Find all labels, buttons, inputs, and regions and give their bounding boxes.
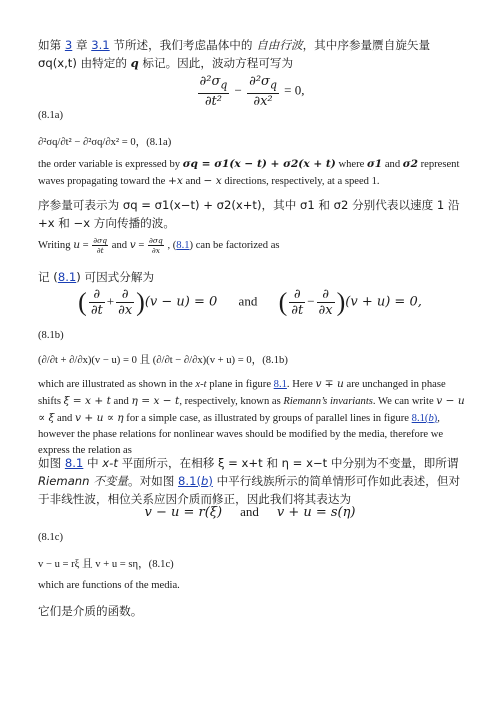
paragraph-order-variable-en: the order variable is expressed by σq = σ1(x − t) + σ2(x + t) where σ1 and σ2 represent waves propagating toward the +x and − x directions, respectively, at a speed 1. bbox=[38, 158, 460, 187]
figure-link-8-1[interactable]: 8.1 bbox=[273, 379, 287, 390]
figure-link-8-1b[interactable]: 8.1(b) bbox=[411, 413, 438, 424]
paragraph-order-variable-zh: 序参量可表示为 σq = σ1(x−t) + σ2(x+t)，其中 σ1 和 σ2 分别代表以速度 1 沿 +x 和 −x 方向传播的波。 bbox=[38, 198, 460, 230]
equation-label-8-1a: (8.1a) bbox=[38, 110, 63, 121]
equation-plain-8-1b: (∂/∂t + ∂/∂x)(v − u) = 0 且 (∂/∂t − ∂/∂x)(v + u) = 0，(8.1b) bbox=[38, 355, 288, 366]
paragraph-intro-zh: 如第 3 章 3.1 节所述，我们考虑晶体中的 自由行波，其中序参量赝自旋矢量 σq(x,t) 由特定的 q 标记。因此，波动方程可写为 bbox=[38, 38, 431, 70]
equation-link-8-1-zh[interactable]: 8.1 bbox=[57, 270, 77, 284]
paragraph-riemann-zh: 如图 8.1 中 x-t 平面所示，在相移 ξ = x+t 和 η = x−t 中分别为不变量，即所谓 Riemann 不变量。对如图 8.1(b) 中平行线族所示的简单情形可作如此表述，但对于非线性波，相位关系应因介质而修正，因此我们将其表达为 bbox=[38, 456, 461, 506]
chapter-link[interactable]: 3 bbox=[64, 38, 73, 52]
paragraph-riemann-en: which are illustrated as shown in the x-t plane in figure 8.1. Here v ∓ u are unchanged in phase shifts ξ = x + t and η = x − t, respectively, known as Riemann’s invariants. We can write v − u ∝ ξ and v + u ∝ η for a simple case, as illustrated by groups of parallel lines in figure 8.1(b), however the phase relations for nonlinear waves should be modified by the media, therefore we express the relation as bbox=[38, 378, 465, 456]
paragraph-functions-en: which are functions of the media. bbox=[38, 580, 180, 591]
equation-label-8-1b: (8.1b) bbox=[38, 330, 64, 341]
paragraph-factorize-zh: 记 (8.1) 可因式分解为 bbox=[38, 270, 155, 284]
equation-plain-8-1a: ∂²σq/∂t² − ∂²σq/∂x² = 0，(8.1a) bbox=[38, 137, 172, 148]
figure-link-8-1b-zh[interactable]: 8.1(b) bbox=[178, 474, 213, 488]
wave-equation: $\frac{\partial^2\sigma_q}{\text{∂t²}}$ − $\frac{\partial^2\sigma_q}{\text{∂x²}}$ = 0, bbox=[199, 74, 305, 109]
fraction-x: $\frac{\partial^2\sigma_q}{\text{∂x²}}$ bbox=[249, 74, 277, 109]
equation-plain-8-1c: v − u = rξ 且 v + u = sη，(8.1c) bbox=[38, 559, 174, 570]
fraction-t: $\frac{\partial^2\sigma_q}{\text{∂t²}}$ bbox=[199, 74, 228, 109]
equation-link-8-1[interactable]: 8.1 bbox=[176, 239, 190, 251]
section-link[interactable]: 3.1 bbox=[91, 38, 110, 52]
factorized-equation: ( $\frac{\partial}{\partial t}$ + $\frac{\partial}{\partial x}$ )(v − u) = 0 and ( $\frac{\partial}{\partial t}$ − $\frac{\partial}{\partial x}$ )(v + u) = 0, bbox=[78, 287, 422, 318]
figure-link-8-1-zh[interactable]: 8.1 bbox=[64, 456, 84, 470]
equation-label-8-1c: (8.1c) bbox=[38, 532, 63, 543]
paragraph-writing-en: Writing u = $\frac{\partial\sigma q}{\partial t}$ and v = $\frac{\partial\sigma q}{\partial x}$ , (8.1) can be factorized as bbox=[38, 236, 280, 255]
media-relation-equation: v − u = r(ξ) and v + u = s(η) bbox=[144, 504, 356, 520]
paragraph-functions-zh: 它们是介质的函数。 bbox=[38, 604, 143, 618]
